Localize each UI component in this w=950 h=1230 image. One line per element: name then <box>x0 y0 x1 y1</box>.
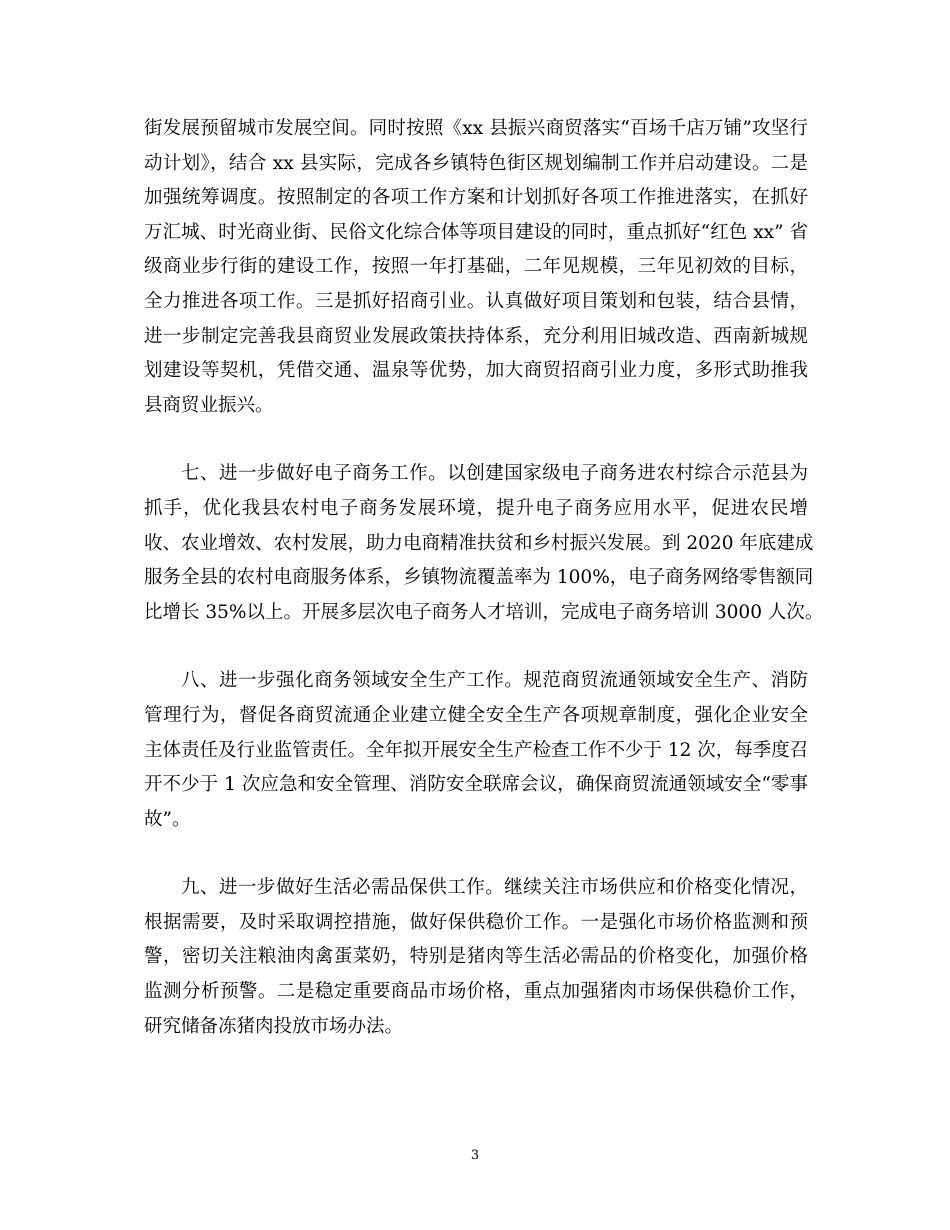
text-line: 街发展预留城市发展空间。同时按照《xx 县振兴商贸落实“百场千店万铺”攻坚行 <box>144 118 808 139</box>
text-line: 七、进一步做好电子商务工作。以创建国家级电子商务进农村综合示范县为 <box>181 463 808 485</box>
text-line: 故”。 <box>144 808 191 830</box>
text-line: 服务全县的农村电商服务体系，乡镇物流覆盖率为 100%，电子商务网络零售额同 <box>144 567 814 589</box>
text-line: 主体责任及行业监管责任。全年拟开展安全生产检查工作不少于 12 次，每季度召 <box>144 739 809 761</box>
text-line: 县商贸业振兴。 <box>144 394 274 416</box>
page-number: 3 <box>470 1148 480 1163</box>
text-line: 比增长 35%以上。开展多层次电子商务人才培训，完成电子商务培训 3000 人次。 <box>144 601 824 623</box>
text-line: 管理行为，督促各商贸流通企业建立健全安全生产各项规章制度，强化企业安全 <box>144 704 808 726</box>
text-line: 研究储备冻猪肉投放市场办法。 <box>144 1015 404 1037</box>
text-line: 警，密切关注粮油肉禽蛋菜奶，特别是猪肉等生活必需品的价格变化，加强价格 <box>144 946 808 968</box>
text-line: 加强统筹调度。按照制定的各项工作方案和计划抓好各项工作推进落实，在抓好 <box>144 187 808 209</box>
text-line: 进一步制定完善我县商贸业发展政策扶持体系，充分利用旧城改造、西南新城规 <box>144 325 808 347</box>
text-line: 收、农业增效、农村发展，助力电商精准扶贫和乡村振兴发展。到 2020 年底建成 <box>144 532 814 554</box>
document-body <box>144 112 824 1078</box>
text-line: 抓手，优化我县农村电子商务发展环境，提升电子商务应用水平，促进农民增 <box>144 497 808 519</box>
text-line: 级商业步行街的建设工作，按照一年打基础，二年见规模，三年见初效的目标， <box>144 256 808 278</box>
text-line: 划建设等契机，凭借交通、温泉等优势，加大商贸招商引业力度，多形式助推我 <box>144 360 808 382</box>
text-line: 监测分析预警。二是稳定重要商品市场价格，重点加强猪肉市场保供稳价工作， <box>144 981 808 1003</box>
text-line: 根据需要，及时采取调控措施，做好保供稳价工作。一是强化市场价格监测和预 <box>144 911 808 933</box>
paragraph-section-8 <box>144 664 808 837</box>
text-line: 九、进一步做好生活必需品保供工作。继续关注市场供应和价格变化情况， <box>181 877 808 899</box>
paragraph-section-9 <box>144 871 808 1044</box>
paragraph-section-7 <box>144 457 824 630</box>
text-line: 开不少于 1 次应急和安全管理、消防安全联席会议，确保商贸流通领域安全“零事 <box>144 774 808 796</box>
text-line: 八、进一步强化商务领域安全生产工作。规范商贸流通领域安全生产、消防 <box>181 670 808 692</box>
text-line: 全力推进各项工作。三是抓好招商引业。认真做好项目策划和包装，结合县情， <box>144 290 808 312</box>
text-line: 万汇城、时光商业街、民俗文化综合体等项目建设的同时，重点抓好“红色 xx” 省 <box>144 221 808 243</box>
text-line: 动计划》，结合 xx 县实际，完成各乡镇特色街区规划编制工作并启动建设。二是 <box>144 152 808 174</box>
paragraph-continuation <box>144 112 808 423</box>
